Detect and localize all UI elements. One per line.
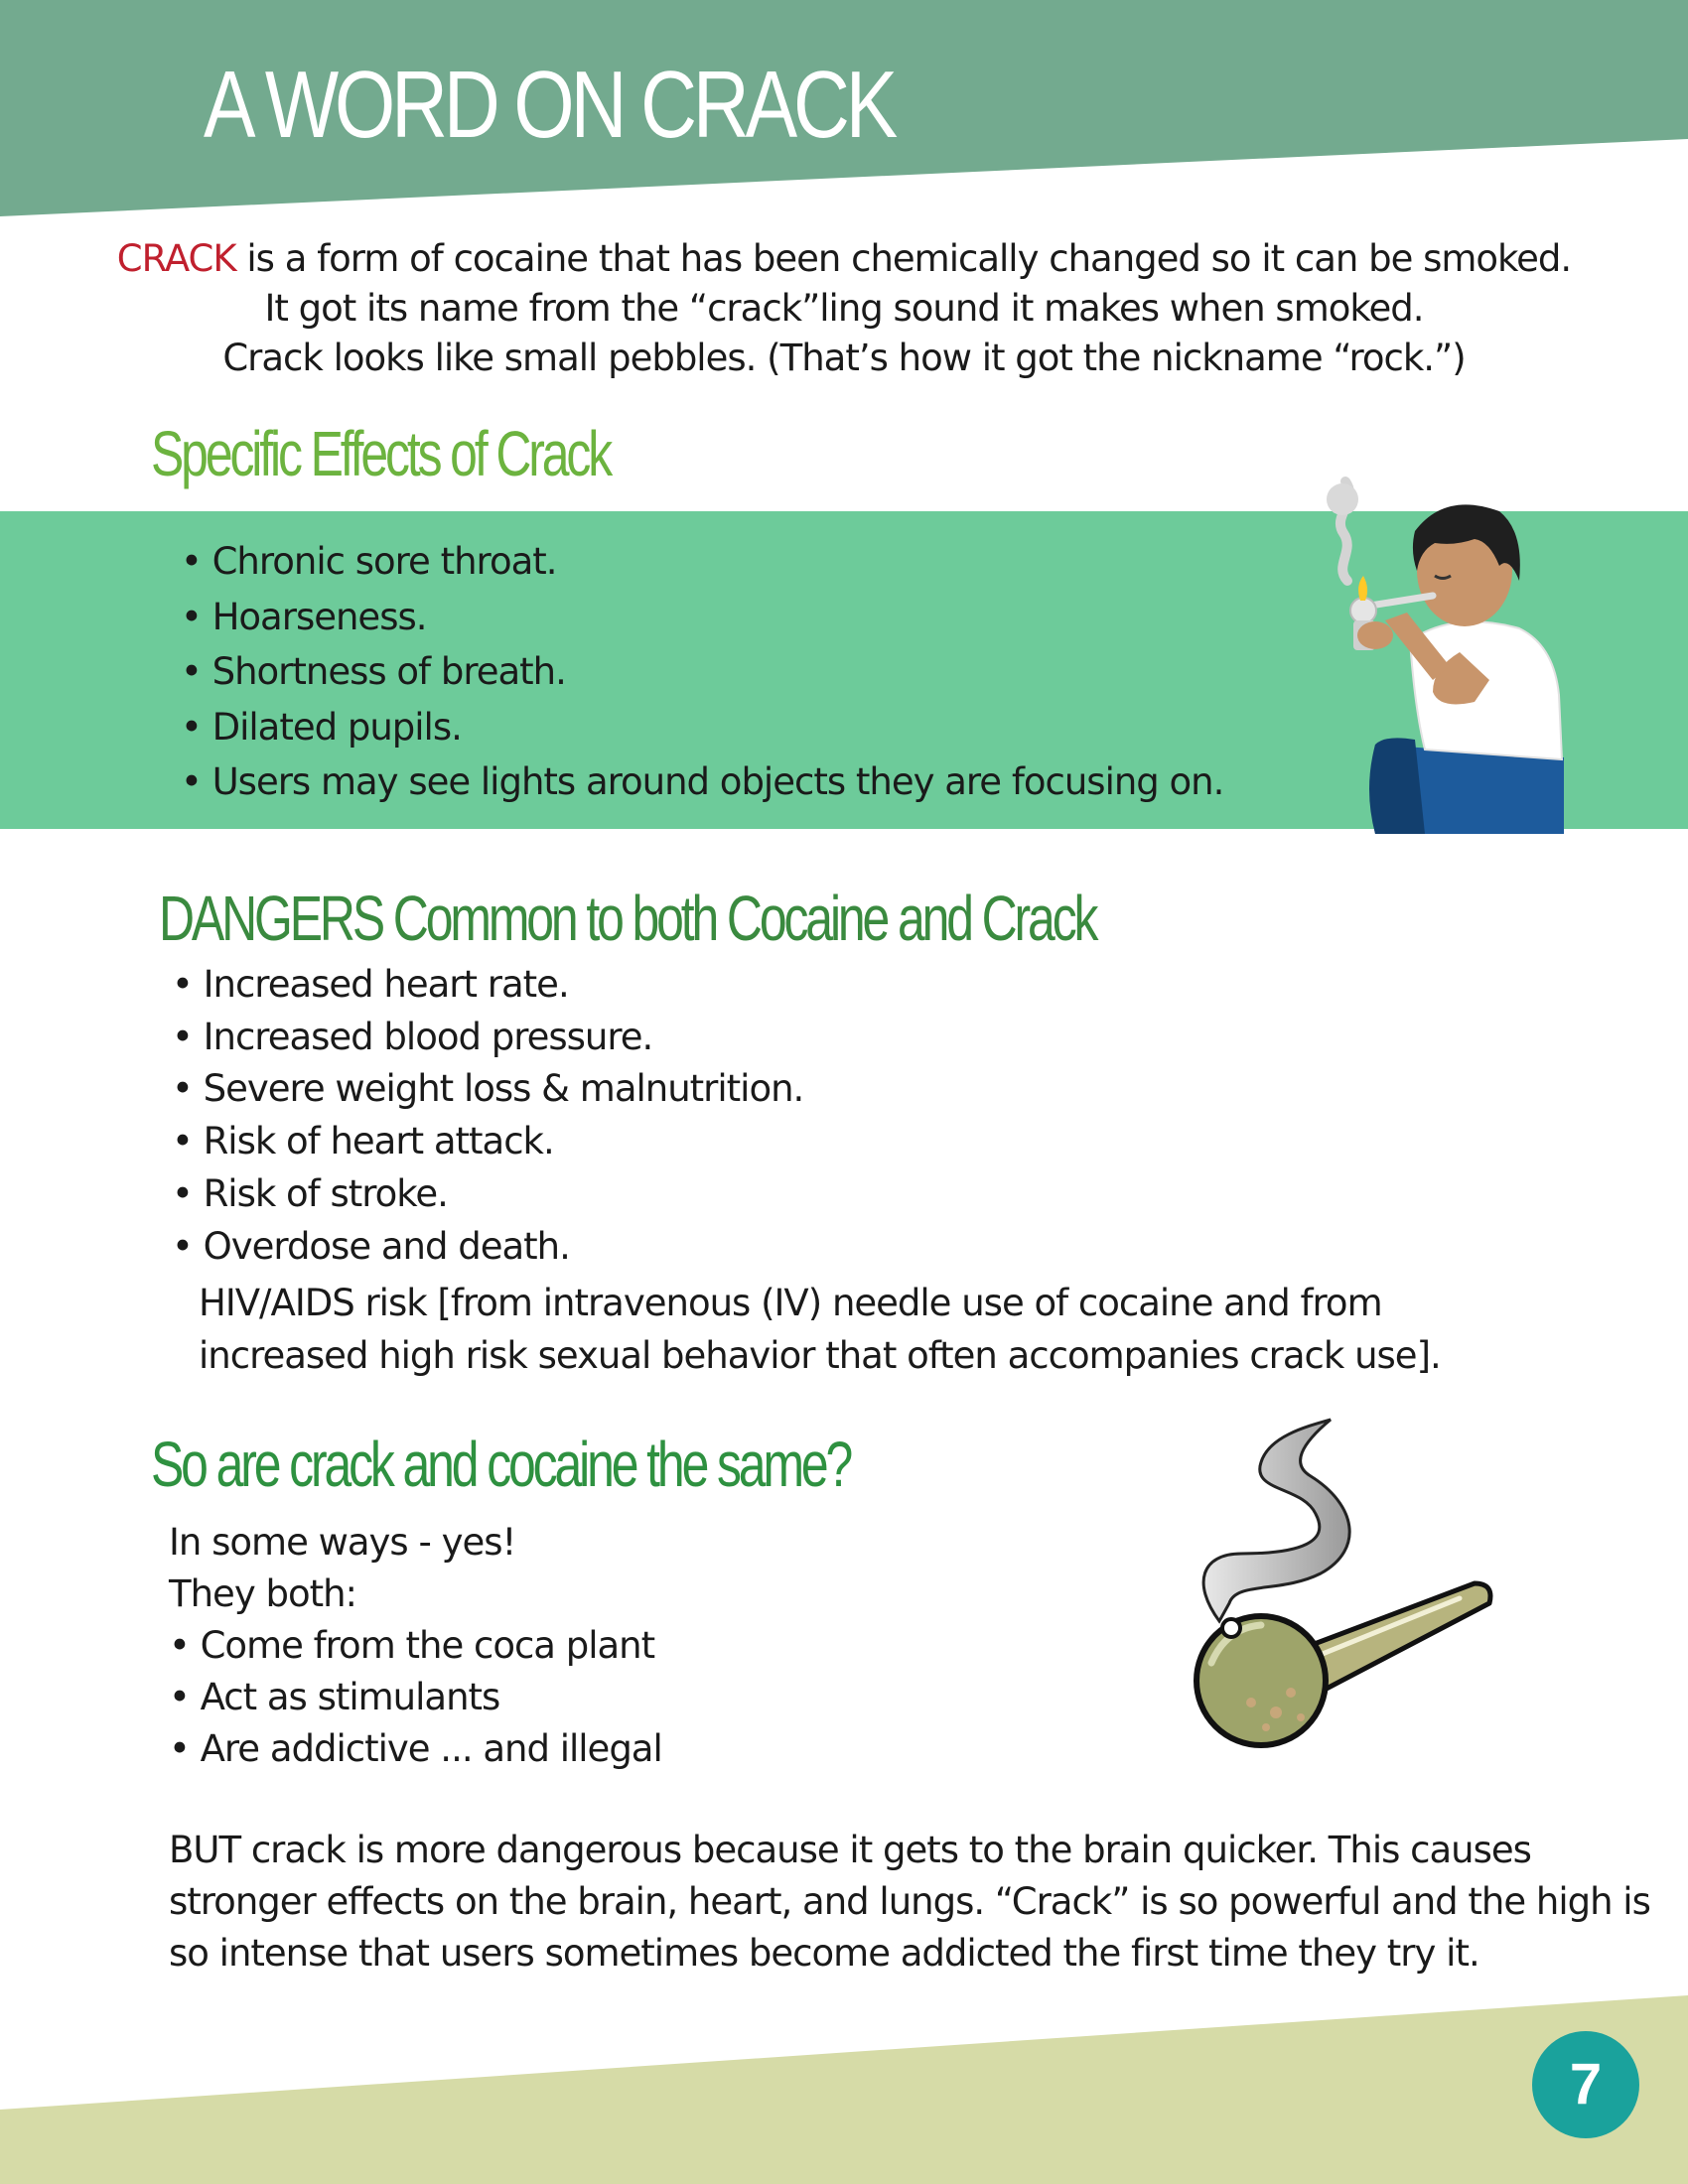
dangers-heading: DANGERS Common to both Cocaine and Crack — [159, 883, 1096, 954]
same-intro-line-2: They both: — [169, 1572, 357, 1615]
same-intro-line-1: In some ways - yes! — [169, 1521, 516, 1564]
list-item: • Dilated pupils. — [181, 700, 1223, 755]
intro-line-1 — [0, 234, 1688, 284]
list-item: • Risk of stroke. — [172, 1168, 803, 1221]
list-item: • Severe weight loss & malnutrition. — [172, 1063, 803, 1116]
intro-paragraph — [0, 234, 1688, 383]
page-title: A WORD ON CRACK — [204, 52, 895, 158]
list-item: • Risk of heart attack. — [172, 1116, 803, 1168]
crack-pipe-illustration — [1132, 1415, 1504, 1762]
person-smoking-pipe-illustration — [1316, 472, 1574, 834]
same-heading: So are crack and cocaine the same? — [151, 1429, 851, 1500]
list-item: • Users may see lights around objects they are focusing on. — [181, 754, 1223, 810]
page-number-badge — [1532, 2031, 1639, 2138]
dangers-list — [172, 959, 803, 1273]
conclusion-line-2: stronger effects on the brain, heart, and lungs. “Crack” is so powerful and the high is — [169, 1880, 1650, 1923]
conclusion-paragraph — [169, 1825, 1650, 1979]
list-item: • Chronic sore throat. — [181, 534, 1223, 590]
page-number: 7 — [1569, 2052, 1603, 2116]
conclusion-line-3: so intense that users sometimes become addicted the first time they try it. — [169, 1932, 1479, 1975]
intro-line-2: It got its name from the “crack”ling sound it makes when smoked. — [264, 287, 1424, 330]
conclusion-line-1: BUT crack is more dangerous because it gets to the brain quicker. This causes — [169, 1829, 1531, 1871]
same-intro — [169, 1517, 515, 1620]
hiv-risk-note — [199, 1277, 1441, 1382]
hiv-risk-note-line-2: increased high risk sexual behavior that often accompanies crack use]. — [199, 1334, 1441, 1377]
effects-list — [181, 534, 1223, 810]
list-item: • Are addictive ... and illegal — [169, 1723, 662, 1775]
intro-line-1-text: is a form of cocaine that has been chemically changed so it can be smoked. — [235, 237, 1572, 280]
list-item: • Come from the coca plant — [169, 1620, 662, 1672]
similarities-list — [169, 1620, 662, 1775]
list-item: • Increased heart rate. — [172, 959, 803, 1012]
footer-band — [0, 1995, 1688, 2184]
hiv-risk-note-line-1: HIV/AIDS risk [from intravenous (IV) needle use of cocaine and from — [199, 1282, 1382, 1324]
list-item: • Act as stimulants — [169, 1672, 662, 1723]
list-item: • Hoarseness. — [181, 590, 1223, 645]
list-item: • Overdose and death. — [172, 1221, 803, 1274]
list-item: • Shortness of breath. — [181, 644, 1223, 700]
effects-heading: Specific Effects of Crack — [151, 418, 611, 489]
list-item: • Increased blood pressure. — [172, 1012, 803, 1064]
intro-line-3: Crack looks like small pebbles. (That’s how it got the nickname “rock.”) — [222, 337, 1466, 379]
intro-keyword: CRACK — [116, 237, 236, 280]
